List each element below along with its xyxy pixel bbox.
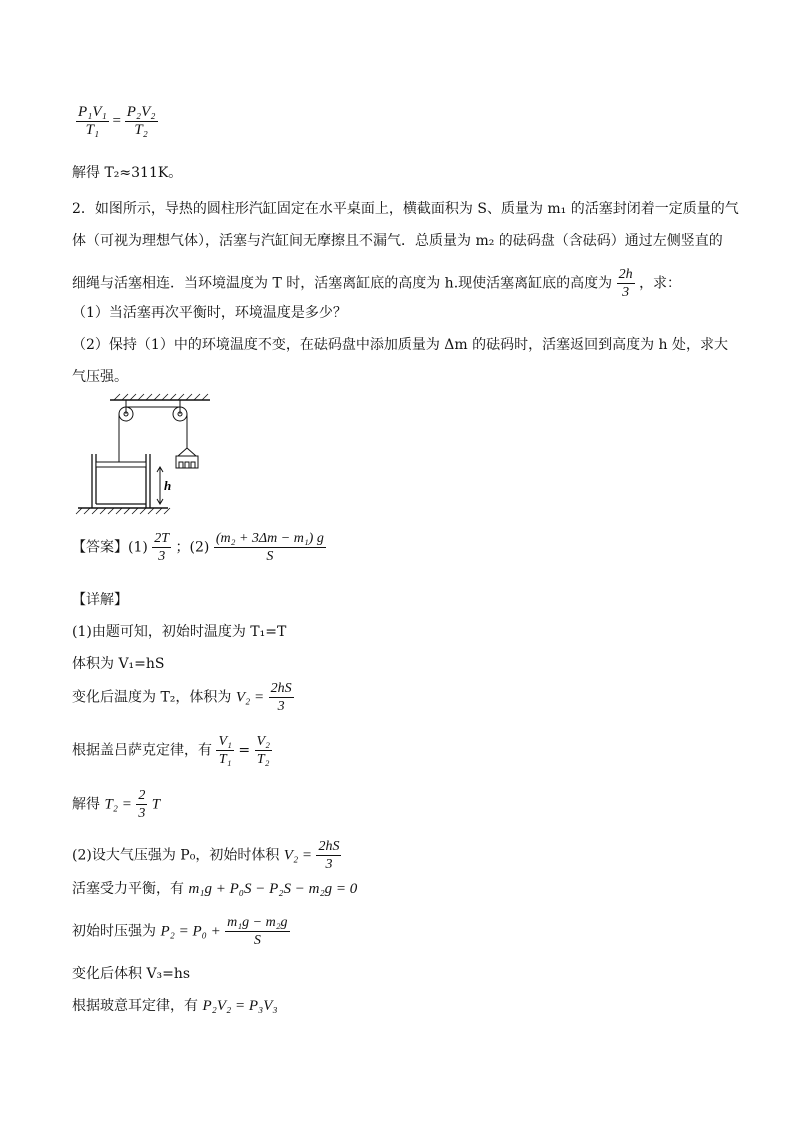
detail-line-6-numerator: 2hS (318, 839, 340, 854)
question-2-line-2: 气压强。 (72, 369, 128, 385)
answer-2-numerator: (m₂ + 3Δm − m₁) g (215, 531, 324, 546)
detail-line-5-end: T (151, 796, 161, 813)
problem-line-3-end: ，求： (639, 275, 682, 292)
detail-line-8-text: 初始时压强为 (72, 923, 156, 940)
top-formula (76, 104, 158, 139)
detail-line-4-equals: = (238, 742, 251, 759)
question-1: （1）当活塞再次平衡时，环境温度是多少？ (72, 305, 347, 321)
ground-hatch (76, 508, 170, 514)
detail-line-4 (72, 733, 272, 768)
result-line: 解得 T₂≈311K。 (72, 165, 183, 181)
detail-line-10-text: 根据玻意耳定律，有 (72, 998, 198, 1014)
piston (96, 462, 146, 467)
detail-line-5-lhs: T₂ = (104, 796, 132, 813)
answer-1-denominator: 3 (158, 549, 166, 564)
problem-line-3-text: 细绳与活塞相连．当环境温度为 T 时，活塞离缸底的高度为 h.现使活塞离缸底的高度为 (72, 275, 613, 292)
detail-line-7-equation: m₁g + P₀S − P₂S − m₂g = 0 (188, 881, 358, 897)
detail-line-3-denominator: 3 (277, 699, 285, 714)
detail-line-4-left-numerator: V₁ (218, 734, 232, 749)
detail-line-3-lhs: V₂ = (235, 689, 265, 706)
detail-line-3 (72, 680, 294, 715)
detail-line-6 (72, 838, 341, 873)
answer-line (72, 530, 326, 565)
detail-line-8-numerator: m₁g − m₂g (227, 915, 288, 930)
detail-line-6-text: (2)设大气压强为 P₀，初始时体积 (72, 847, 280, 864)
problem-line-1: 2．如图所示，导热的圆柱形汽缸固定在水平桌面上，横截面积为 S、质量为 m₁ 的活塞封闭着一定质量的气 (72, 201, 739, 217)
detail-line-5-denominator: 3 (138, 806, 146, 821)
answer-2-denominator: S (266, 549, 274, 564)
ceiling-hatch (114, 394, 208, 400)
detail-line-4-right-numerator: V₂ (256, 734, 270, 749)
detail-line-8-denominator: S (253, 933, 261, 948)
problem-line-2: 体（可视为理想气体），活塞与汽缸间无摩擦且不漏气．总质量为 m₂ 的砝码盘（含砝码）通过左侧竖直的 (72, 233, 723, 249)
detail-line-3-text: 变化后温度为 T₂，体积为 (72, 689, 232, 706)
formula-lhs-numerator: P₁V₁ (78, 104, 107, 120)
detail-line-1: (1)由题可知，初始时温度为 T₁=T (72, 624, 287, 640)
formula-rhs-denominator: T₂ (134, 122, 148, 138)
answer-label: 【答案】(1) (72, 539, 148, 556)
formula-equals: = (112, 112, 121, 129)
height-fraction-denominator: 3 (622, 285, 630, 300)
detail-line-4-left-denominator: T₁ (218, 752, 232, 767)
weight-pan (176, 448, 198, 468)
detail-label: 【详解】 (72, 592, 128, 608)
cylinder-pulley-figure (72, 392, 212, 520)
detail-line-4-right-denominator: T₂ (256, 752, 270, 767)
detail-line-5 (72, 787, 160, 822)
detail-line-5-numerator: 2 (138, 788, 146, 803)
detail-line-2: 体积为 V₁=hS (72, 656, 165, 672)
formula-rhs-numerator: P₂V₂ (126, 104, 156, 120)
detail-line-3-numerator: 2hS (270, 681, 292, 696)
detail-line-9: 变化后体积 V₃=hs (72, 966, 191, 982)
height-fraction-numerator: 2h (618, 267, 633, 282)
detail-line-10-equation: P₂V₂ = P₃V₃ (202, 998, 278, 1014)
detail-line-4-text: 根据盖吕萨克定律，有 (72, 742, 212, 759)
detail-line-5-text: 解得 (72, 796, 100, 813)
detail-line-8-lhs: P₂ = P₀ + (160, 923, 221, 940)
formula-lhs-denominator: T₁ (85, 122, 100, 138)
detail-line-6-lhs: V₂ = (283, 847, 313, 864)
problem-line-3 (72, 266, 681, 301)
detail-line-7 (72, 879, 357, 899)
detail-line-6-denominator: 3 (325, 857, 333, 872)
answer-separator: ；(2) (175, 539, 210, 556)
h-label: h (164, 478, 172, 493)
detail-line-10 (72, 996, 278, 1016)
detail-line-7-text: 活塞受力平衡，有 (72, 881, 184, 897)
question-2-line-1: （2）保持（1）中的环境温度不变，在砝码盘中添加质量为 Δm 的砝码时，活塞返回到高度为 h 处，求大 (72, 337, 729, 353)
answer-1-numerator: 2T (154, 531, 170, 546)
detail-line-8 (72, 914, 290, 949)
